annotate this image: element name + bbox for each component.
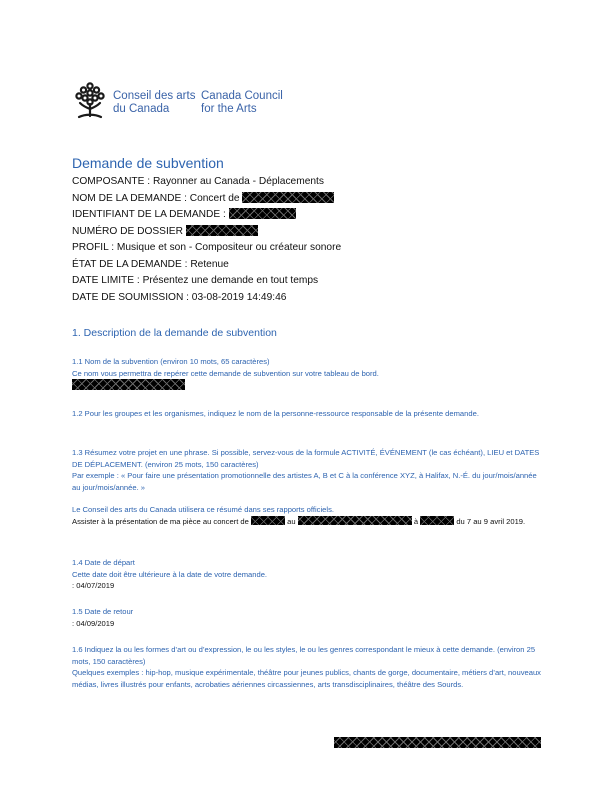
question-1-4 — [72, 557, 542, 592]
question-label: 1.2 Pour les groupes et les organismes, indiquez le nom de la personne-ressource responsable de la présente demande. — [72, 409, 479, 418]
redaction-box — [298, 516, 412, 525]
meta-nom-label: NOM DE LA DEMANDE : Concert de — [72, 192, 240, 204]
question-example: Par exemple : « Pour faire une présentation promotionnelle des artistes A, B et C à la conférence XYZ, à Halifax, N.-É. du jour/mois/année au jour/mois/année. » — [72, 471, 537, 492]
meta-identifiant — [72, 207, 552, 224]
question-1-3 — [72, 447, 542, 527]
redaction-box — [186, 225, 258, 236]
org-name-english-line2: for the Arts — [201, 103, 257, 115]
redaction-box — [229, 208, 296, 219]
question-1-5 — [72, 606, 542, 629]
answer-text-part1: Assister à la présentation de ma pièce au concert de — [72, 516, 249, 526]
meta-date-limite: DATE LIMITE : Présentez une demande en tout temps — [72, 275, 319, 286]
tree-icon — [73, 82, 107, 120]
meta-etat: ÉTAT DE LA DEMANDE : Retenue — [72, 258, 229, 270]
question-label: 1.1 Nom de la subvention (environ 10 mots, 65 caractères) — [72, 357, 270, 366]
application-meta — [72, 174, 552, 306]
org-name-french-line1: Conseil des arts — [113, 90, 196, 102]
meta-identifiant-label: IDENTIFIANT DE LA DEMANDE : — [72, 209, 226, 220]
section-heading: 1. Description de la demande de subvention — [72, 327, 277, 339]
question-label: 1.4 Date de départ — [72, 558, 135, 567]
document-title: Demande de subvention — [72, 155, 224, 171]
question-1-6 — [72, 644, 542, 690]
question-label: 1.6 Indiquez la ou les formes d’art ou d’expression, le ou les styles, le ou les genres correspondant le mieux à cette demande. (environ 25 mots, 150 caractères) — [72, 645, 536, 666]
meta-numero-label: NUMÉRO DE DOSSIER — [72, 225, 183, 237]
meta-numero — [72, 224, 552, 241]
canada-council-logo — [73, 82, 313, 122]
question-help: Ce nom vous permettra de repérer cette demande de subvention sur votre tableau de bord. — [72, 368, 379, 378]
question-answer: : 04/07/2019 — [72, 581, 115, 590]
question-answer — [72, 379, 542, 393]
question-1-2 — [72, 408, 542, 420]
redaction-box — [242, 192, 334, 203]
question-1-1 — [72, 356, 542, 393]
answer-text-part4: du 7 au 9 avril 2019. — [456, 516, 526, 526]
org-name-french — [113, 90, 195, 116]
footer-redaction-box — [334, 737, 541, 748]
question-help: Cette date doit être ultérieure à la date de votre demande. — [72, 569, 268, 579]
question-note: Le Conseil des arts du Canada utilisera ce résumé dans ses rapports officiels. — [72, 505, 334, 514]
answer-text-part3: à — [413, 516, 419, 526]
question-answer — [72, 516, 542, 528]
redaction-box — [72, 379, 185, 390]
meta-composante: COMPOSANTE : Rayonner au Canada - Déplacements — [72, 176, 324, 187]
org-name-english-line1: Canada Council — [201, 90, 283, 102]
question-answer: : 04/09/2019 — [72, 618, 115, 628]
answer-text-part2: au — [287, 516, 296, 526]
question-examples: Quelques exemples : hip-hop, musique expérimentale, théâtre pour jeunes publics, chants de gorge, documentaire, métiers d’art, nouveaux médias, livres illustrés pour enfants, acrobaties aériennes circassiennes, arts transdisciplinaires, théâtre des Sourds. — [72, 668, 541, 689]
org-name-french-line2: du Canada — [113, 103, 170, 115]
question-label: 1.3 Résumez votre projet en une phrase. Si possible, servez-vous de la formule ACTIVITÉ, ÉVÉNEMENT (le cas échéant), LIEU et DATES DE DÉPLACEMENT. (environ 25 mots, 150 caractères) — [72, 448, 540, 469]
question-label: 1.5 Date de retour — [72, 607, 134, 616]
meta-profil: PROFIL : Musique et son - Compositeur ou créateur sonore — [72, 242, 342, 253]
redaction-box — [251, 516, 285, 525]
meta-nom — [72, 191, 552, 208]
meta-soumission: DATE DE SOUMISSION : 03-08-2019 14:49:46 — [72, 291, 287, 303]
redaction-box — [420, 516, 454, 525]
org-name-english — [201, 90, 283, 116]
